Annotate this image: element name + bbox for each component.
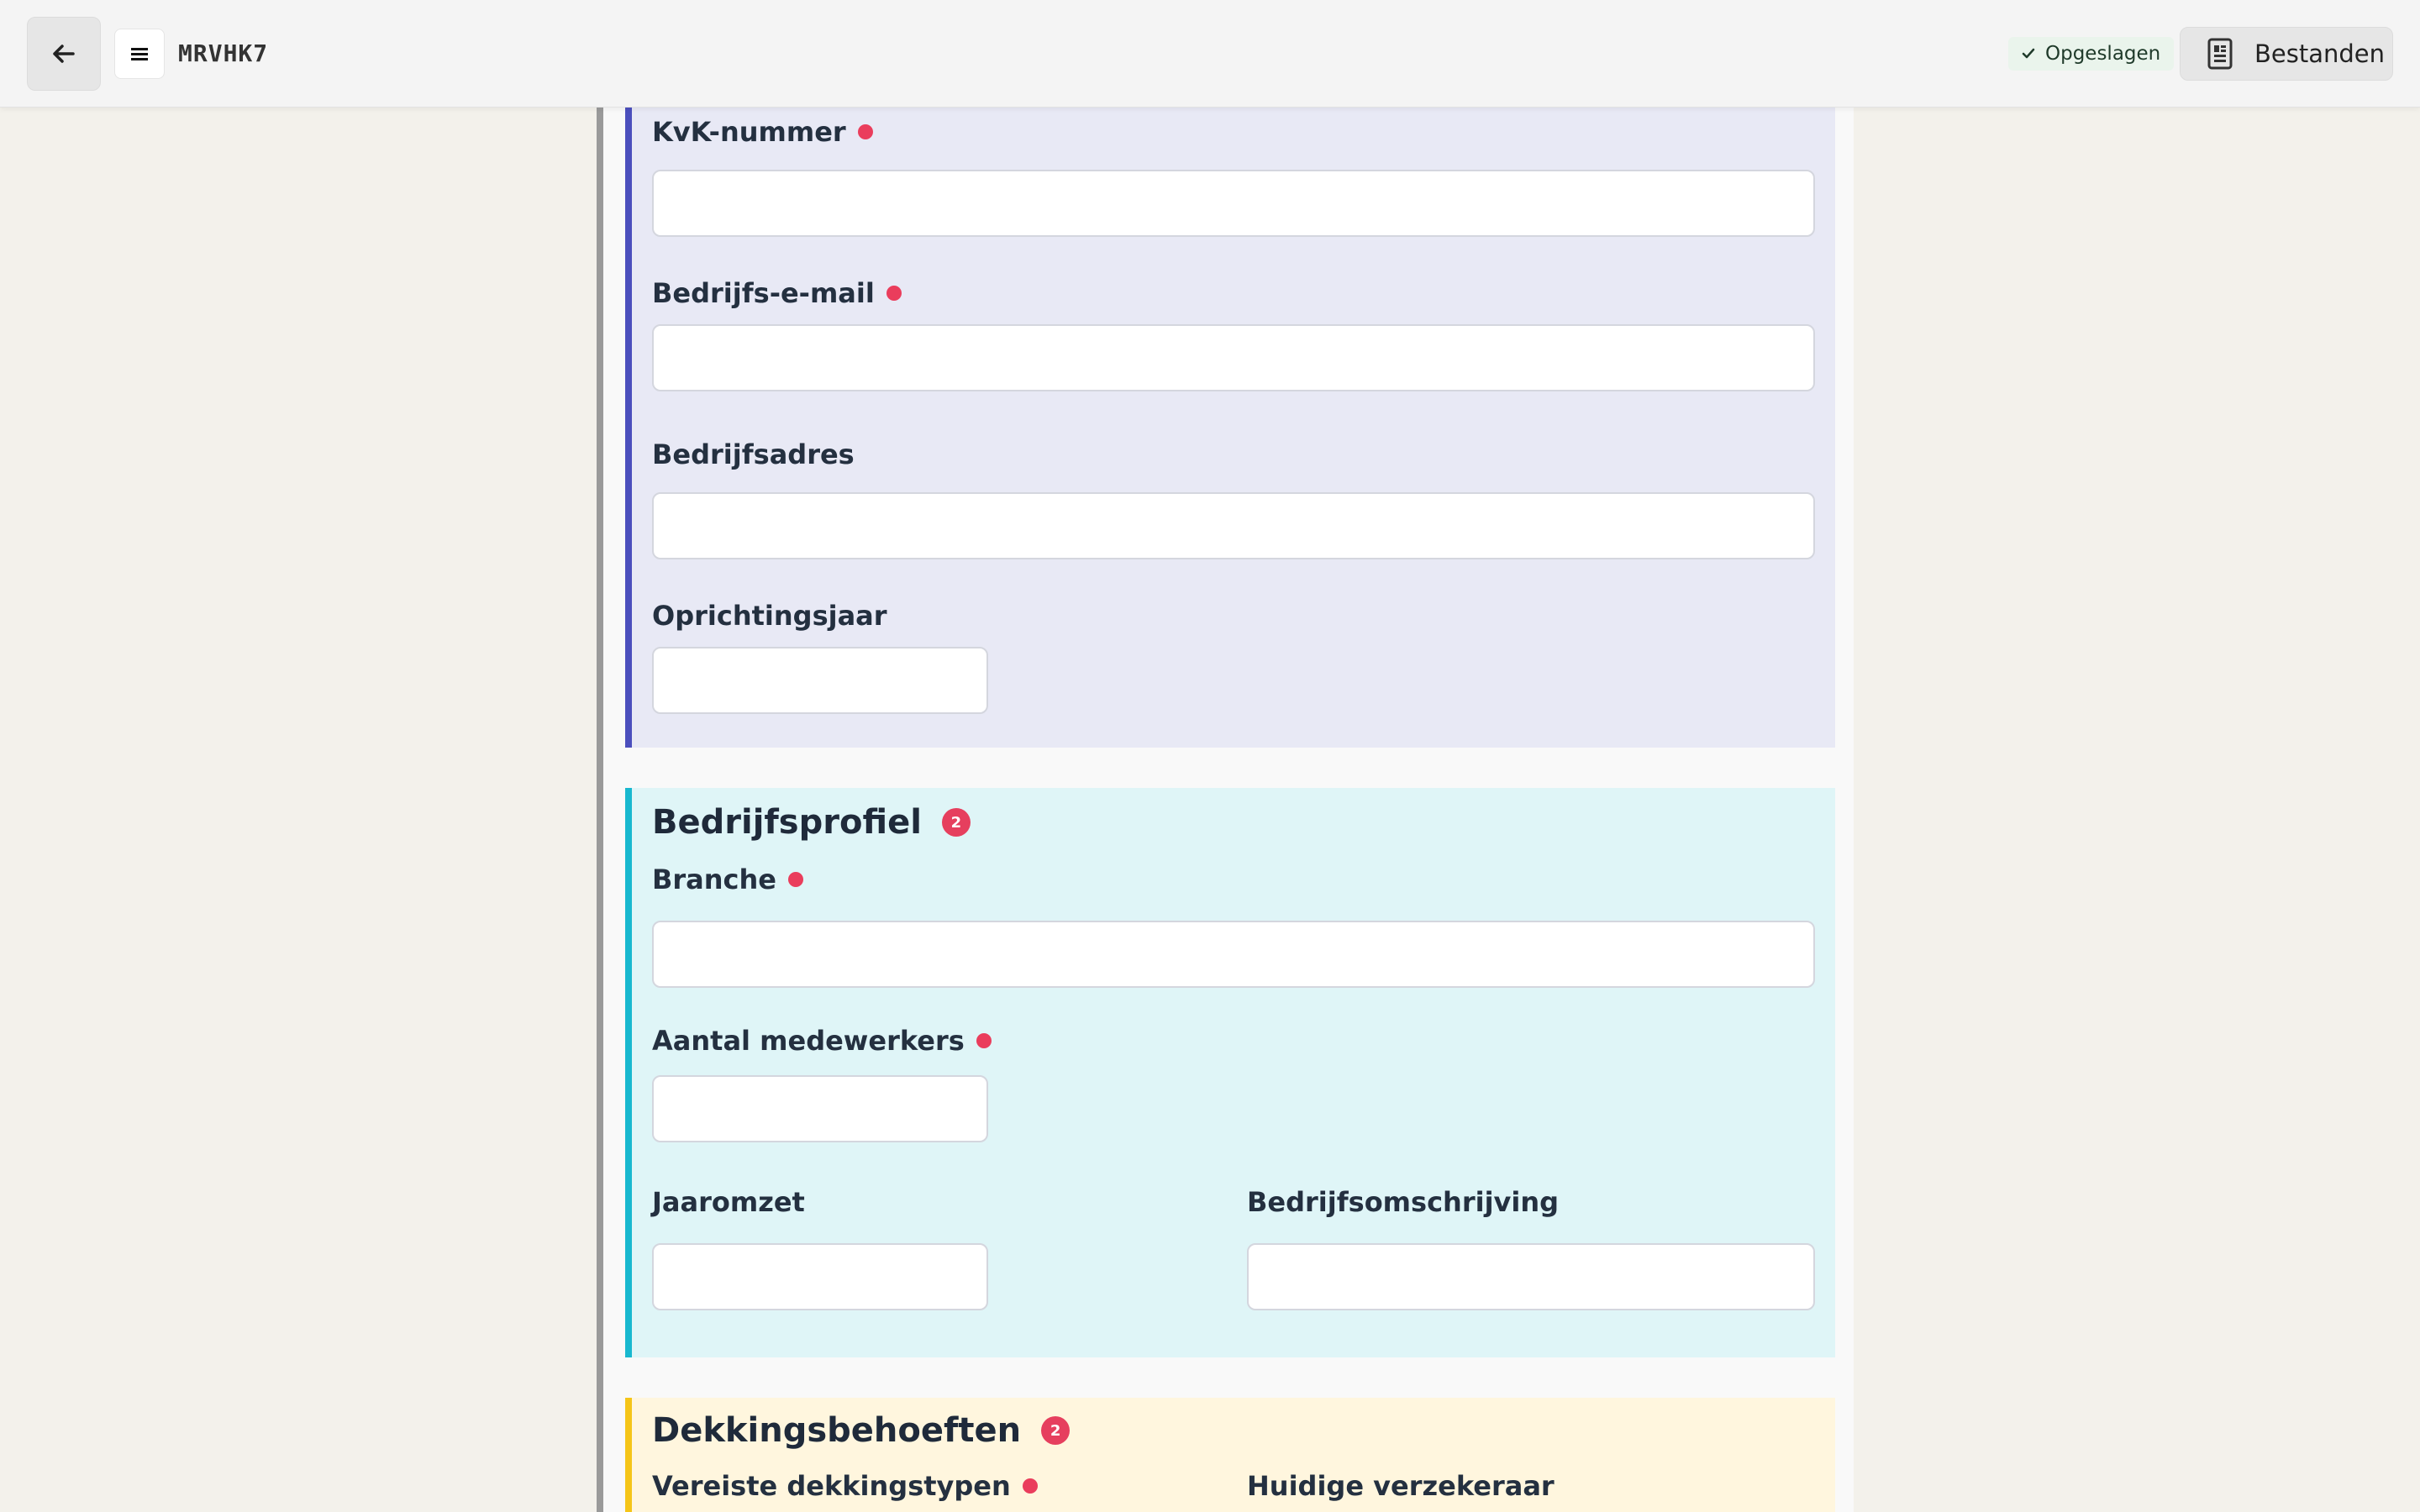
- required-count-badge: 2: [1041, 1416, 1070, 1445]
- field-label-text: Bedrijfsomschrijving: [1247, 1186, 1560, 1218]
- annual-revenue-input[interactable]: [652, 1243, 988, 1310]
- field-label-text: Oprichtingsjaar: [652, 600, 887, 632]
- company-email-input[interactable]: [652, 324, 1815, 391]
- form-scroll-rail: [597, 108, 603, 1512]
- employee-count-input[interactable]: [652, 1075, 988, 1142]
- document-icon: [2207, 38, 2233, 70]
- kvk-number-input[interactable]: [652, 170, 1815, 237]
- required-count-badge: 2: [942, 808, 971, 837]
- field-label-employee-count: [652, 1020, 992, 1062]
- field-label-kvk: [652, 111, 873, 153]
- founding-year-input[interactable]: [652, 647, 988, 714]
- field-label-required-coverage-types: [652, 1465, 1038, 1507]
- section-accent-bar: [625, 788, 632, 1357]
- back-button[interactable]: [27, 17, 101, 91]
- company-description-input[interactable]: [1247, 1243, 1815, 1310]
- section-title-company-profile: [652, 800, 971, 845]
- field-label-text: Bedrijfsadres: [652, 438, 855, 470]
- field-label-text: Jaaromzet: [652, 1186, 805, 1218]
- company-address-input[interactable]: [652, 492, 1815, 559]
- required-indicator: [886, 286, 902, 301]
- section-company-details: [625, 108, 1835, 748]
- field-label-industry: [652, 858, 803, 900]
- field-label-text: KvK-nummer: [652, 116, 846, 148]
- field-label-text: Branche: [652, 864, 776, 895]
- hamburger-menu-icon: [131, 47, 148, 60]
- industry-input[interactable]: [652, 921, 1815, 988]
- arrow-left-icon: [53, 45, 75, 63]
- saved-status-label: Opgeslagen: [2045, 43, 2161, 65]
- menu-button[interactable]: [114, 29, 165, 79]
- field-label-text: Vereiste dekkingstypen: [652, 1470, 1011, 1502]
- section-coverage-needs: [625, 1398, 1835, 1512]
- field-label-text: Huidige verzekeraar: [1247, 1470, 1555, 1502]
- required-indicator: [1023, 1478, 1038, 1494]
- section-title-text: Dekkingsbehoeften: [652, 1411, 1022, 1450]
- field-label-company-description: [1247, 1181, 1559, 1223]
- field-label-text: Aantal medewerkers: [652, 1025, 965, 1057]
- section-title-text: Bedrijfsprofiel: [652, 803, 922, 842]
- required-indicator: [976, 1033, 992, 1048]
- required-indicator: [858, 124, 873, 139]
- files-button-label: Bestanden: [2254, 39, 2385, 68]
- field-label-company-email: [652, 272, 902, 314]
- submission-code: MRVHK7: [178, 39, 269, 67]
- field-label-founding-year: [652, 595, 887, 637]
- section-title-coverage-needs: [652, 1408, 1070, 1453]
- checkmark-icon: [2022, 48, 2035, 60]
- field-label-text: Bedrijfs-e-mail: [652, 277, 875, 309]
- required-indicator: [788, 872, 803, 887]
- section-company-profile: [625, 788, 1835, 1357]
- field-label-annual-revenue: [652, 1181, 805, 1223]
- top-bar: [0, 0, 2420, 108]
- saved-status-badge: [2008, 37, 2174, 71]
- field-label-company-address: [652, 433, 855, 475]
- section-accent-bar: [625, 1398, 632, 1512]
- section-accent-bar: [625, 108, 632, 748]
- field-label-current-insurer: [1247, 1465, 1555, 1507]
- files-button[interactable]: [2180, 27, 2393, 81]
